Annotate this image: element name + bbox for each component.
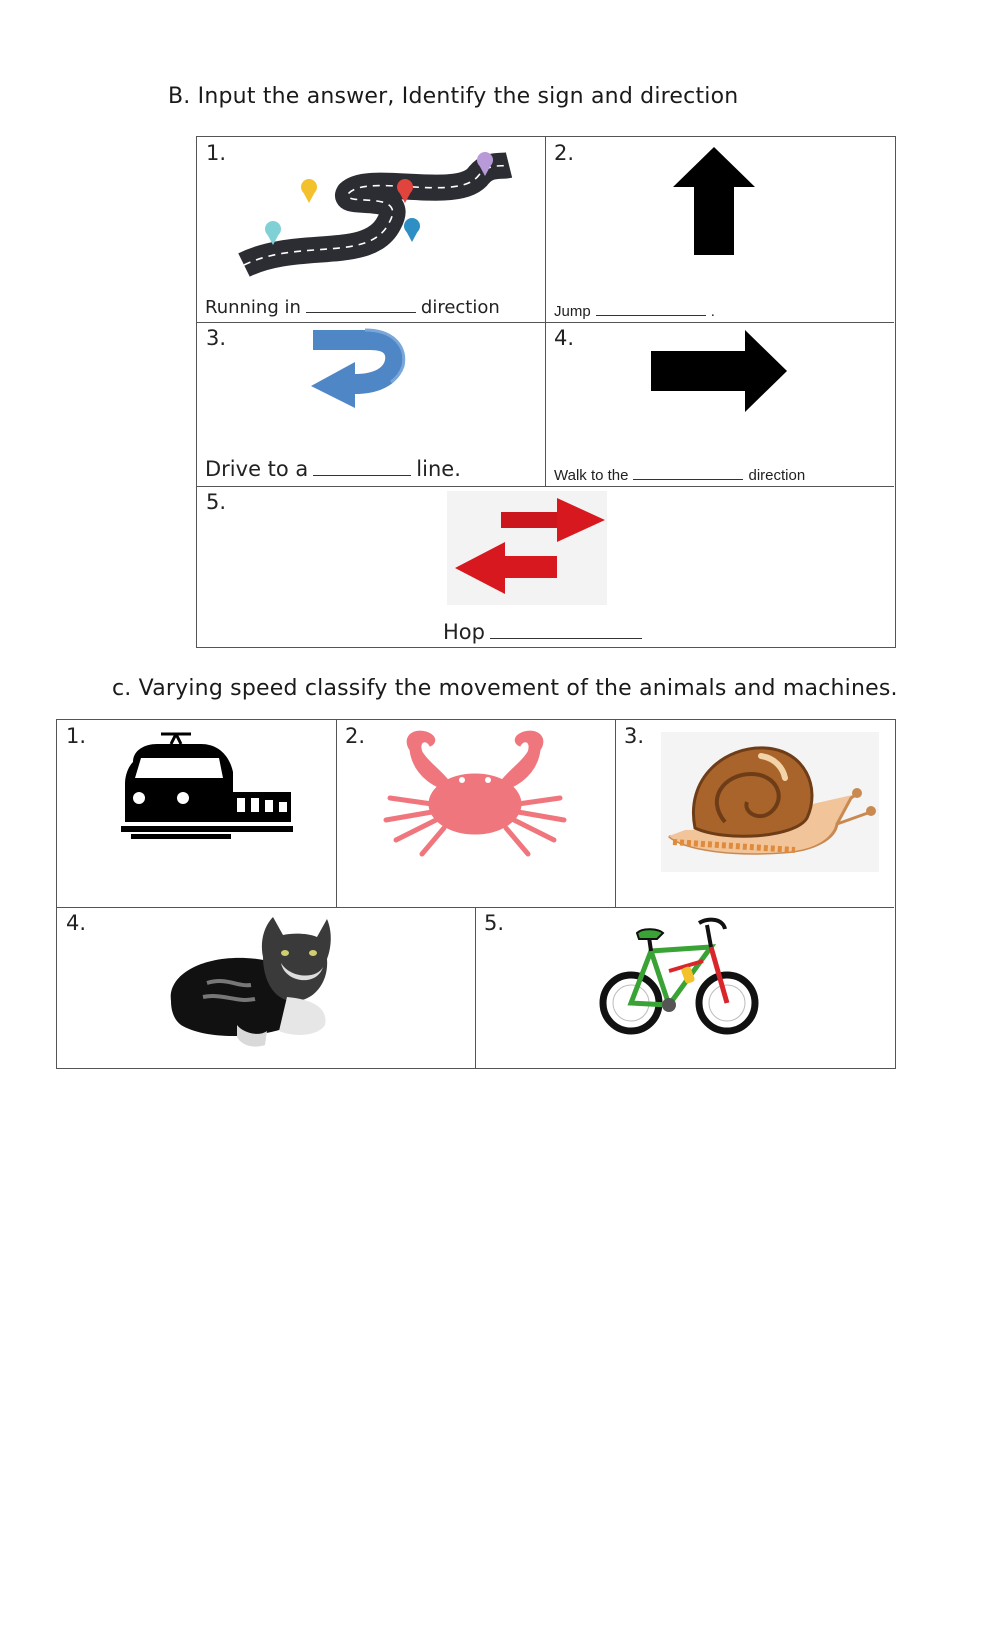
item-number: 4. [66,911,87,935]
item-number: 1. [66,724,87,748]
item-number: 3. [624,724,645,748]
movement-item-1 [57,720,336,907]
answer-blank[interactable] [313,474,411,476]
up-arrow-icon [673,147,755,255]
winding-road-icon [239,153,519,283]
train-icon [121,732,293,842]
sign-item-3 [197,322,545,486]
cat-icon [167,913,333,1053]
answer-blank[interactable] [306,311,416,313]
caption: Walk to the direction [554,467,806,484]
item-number: 3. [206,326,227,350]
item-number: 2. [345,724,366,748]
section-b-heading: B. Input the answer, Identify the sign and direction [168,84,739,109]
caption: Running in direction [205,297,500,318]
section-b-grid [196,136,896,648]
item-number: 1. [206,141,227,165]
answer-blank[interactable] [633,478,743,480]
answer-blank[interactable] [490,637,642,639]
sign-item-1 [197,137,545,322]
crab-icon [382,728,568,860]
item-number: 4. [554,326,575,350]
item-number: 5. [206,490,227,514]
movement-item-2 [336,720,615,907]
section-c-heading: c. Varying speed classify the movement of the animals and machines. [112,676,898,701]
item-number: 2. [554,141,575,165]
answer-blank[interactable] [596,314,706,316]
item-number: 5. [484,911,505,935]
movement-item-5 [475,907,895,1068]
caption: Hop [443,620,647,644]
right-arrow-icon [651,330,787,412]
section-c-grid [56,719,896,1069]
caption: Jump . [554,303,715,320]
movement-item-4 [57,907,475,1068]
two-way-arrows-icon [453,498,605,598]
sign-item-5 [197,486,895,648]
caption: Drive to a line. [205,457,461,481]
snail-icon [665,738,875,868]
u-turn-arrow-icon [311,328,407,410]
movement-item-3 [615,720,895,907]
sign-item-2 [545,137,895,322]
bicycle-icon [599,911,759,1039]
sign-item-4 [545,322,895,486]
